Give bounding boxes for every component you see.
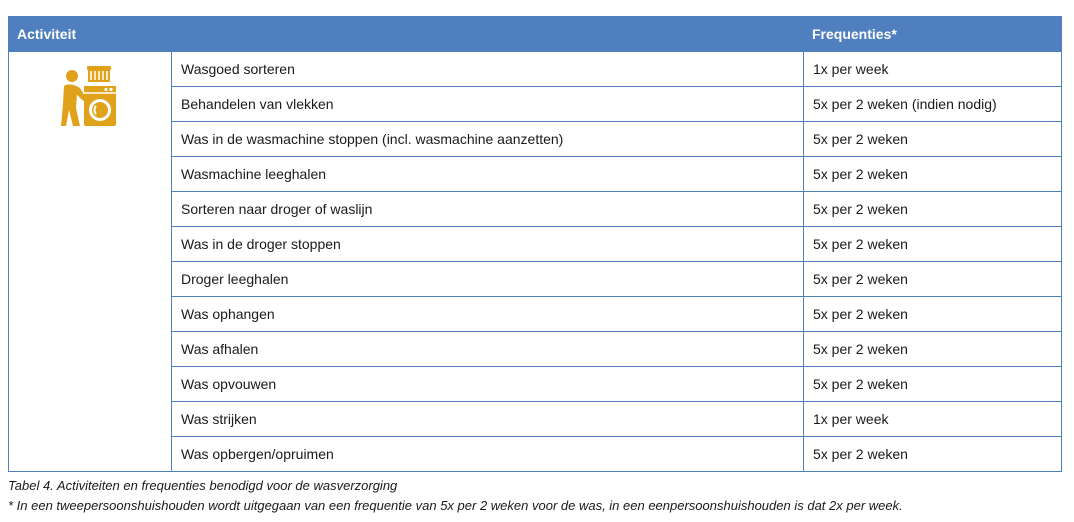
activity-cell: Was afhalen	[172, 332, 804, 367]
table-header-row	[9, 17, 1062, 52]
frequency-cell: 1x per week	[804, 402, 1062, 437]
table-footnote: * In een tweepersoonshuishouden wordt uitgegaan van een frequentie van 5x per 2 weken voor de was, in een eenpersoonshuishouden is dat 2x per week.	[8, 498, 903, 513]
activity-cell: Wasmachine leeghalen	[172, 157, 804, 192]
frequency-cell: 5x per 2 weken	[804, 297, 1062, 332]
activity-cell: Was opbergen/opruimen	[172, 437, 804, 472]
frequency-cell: 5x per 2 weken	[804, 332, 1062, 367]
frequency-cell: 5x per 2 weken	[804, 367, 1062, 402]
frequency-cell: 5x per 2 weken	[804, 262, 1062, 297]
activity-cell: Was ophangen	[172, 297, 804, 332]
activity-cell: Sorteren naar droger of waslijn	[172, 192, 804, 227]
activity-cell: Was opvouwen	[172, 367, 804, 402]
table-caption: Tabel 4. Activiteiten en frequenties benodigd voor de wasverzorging	[8, 478, 398, 493]
activity-cell: Behandelen van vlekken	[172, 87, 804, 122]
frequency-cell: 5x per 2 weken	[804, 227, 1062, 262]
frequency-cell: 5x per 2 weken	[804, 122, 1062, 157]
frequency-cell: 5x per 2 weken	[804, 192, 1062, 227]
laundry-icon	[60, 64, 118, 130]
frequency-cell: 5x per 2 weken	[804, 157, 1062, 192]
header-activity: Activiteit	[9, 17, 804, 52]
activity-cell: Was strijken	[172, 402, 804, 437]
activity-frequency-table	[8, 16, 1062, 472]
frequency-cell: 5x per 2 weken	[804, 437, 1062, 472]
table-row	[9, 52, 1062, 87]
activity-cell: Was in de droger stoppen	[172, 227, 804, 262]
header-frequency: Frequenties*	[804, 17, 1062, 52]
frequency-cell: 5x per 2 weken (indien nodig)	[804, 87, 1062, 122]
activity-cell: Wasgoed sorteren	[172, 52, 804, 87]
activity-cell: Was in de wasmachine stoppen (incl. wasmachine aanzetten)	[172, 122, 804, 157]
frequency-cell: 1x per week	[804, 52, 1062, 87]
icon-cell	[9, 52, 172, 472]
activity-cell: Droger leeghalen	[172, 262, 804, 297]
